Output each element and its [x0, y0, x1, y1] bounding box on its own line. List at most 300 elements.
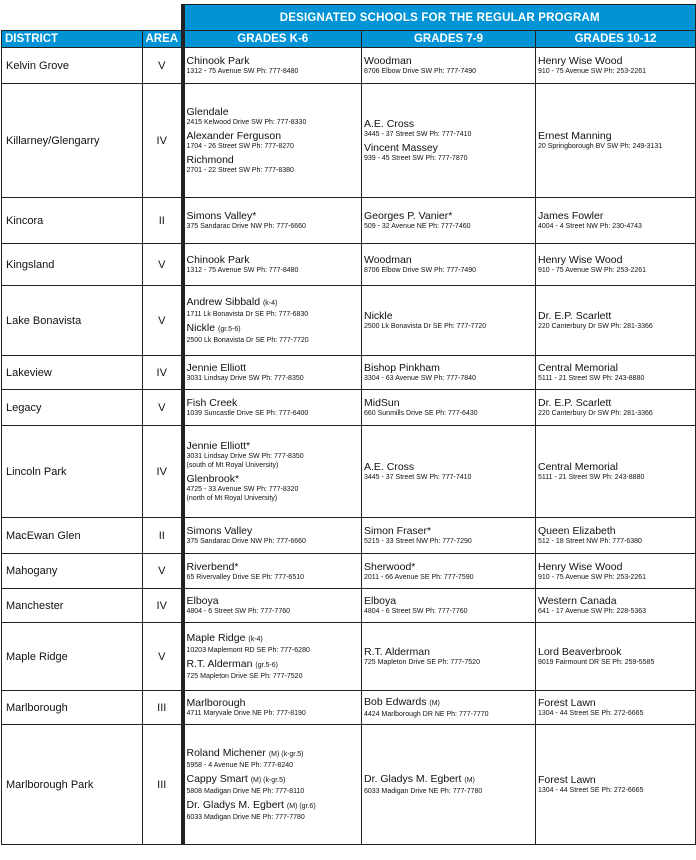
school-name-text: Lord Beaverbrook: [538, 646, 622, 658]
district-name: Lakeview: [2, 356, 143, 390]
school-address: 2500 Lk Bonavista Dr SE Ph: 777-7720: [364, 323, 487, 330]
district-name: Killarney/Glengarry: [2, 84, 143, 198]
table-row: [2, 691, 696, 725]
school-name: [364, 362, 533, 374]
school-name: [187, 473, 360, 485]
school-address: 220 Canterbury Dr SW Ph: 281-3366: [538, 323, 653, 330]
school-name-text: Riverbend*: [186, 560, 239, 573]
school-name-text: Simons Valley*: [186, 210, 257, 222]
school-entry: [364, 525, 533, 546]
table-row: [2, 426, 696, 518]
school-address: 375 Sandarac Drive NW Ph: 777-6660: [186, 538, 306, 545]
school-address: 65 Rivervalley Drive SE Ph: 777-6510: [186, 573, 305, 581]
table-title: DESIGNATED SCHOOLS FOR THE REGULAR PROGRAM: [183, 5, 696, 31]
school-name-text: Glendale: [186, 106, 229, 118]
area-value: V: [143, 554, 183, 589]
school-name-text: Elboya: [364, 595, 397, 607]
header-blank: [2, 5, 183, 31]
school-cell: [183, 84, 362, 198]
school-entry: [187, 473, 360, 503]
school-address: 220 Canterbury Dr SW Ph: 281-3366: [538, 410, 653, 417]
school-name: [364, 561, 533, 573]
school-address: 5808 Madigan Drive NE Ph: 777-8110: [186, 788, 305, 795]
school-note: (north of Mt Royal University): [186, 495, 278, 502]
area-value: IV: [143, 589, 183, 623]
area-value: V: [143, 48, 183, 84]
school-name-text: Simon Fraser*: [364, 525, 432, 537]
area-value: IV: [143, 84, 183, 198]
school-address: 5215 - 33 Street NW Ph: 777-7290: [364, 538, 472, 545]
school-address: 4804 - 6 Street SW Ph: 777-7760: [364, 608, 468, 615]
school-name-text: Georges P. Vanier*: [364, 210, 453, 222]
school-name-text: James Fowler: [538, 210, 604, 222]
school-name-text: R.T. Alderman: [364, 646, 430, 658]
school-name-text: Andrew Sibbald: [186, 296, 261, 308]
table-body: [2, 48, 696, 845]
school-entry: [187, 322, 360, 345]
school-cell: [362, 554, 536, 589]
school-address: 1039 Suncastle Drive SE Ph: 777-6400: [186, 410, 309, 417]
school-address: 9019 Fairmount DR SE Ph: 259-5585: [538, 659, 655, 666]
school-name: [364, 55, 533, 67]
grade-range: (k-4): [248, 636, 263, 643]
school-entry: [364, 696, 533, 719]
school-entry: [538, 646, 693, 667]
district-name: Maple Ridge: [2, 623, 143, 691]
header-grades-7-9: GRADES 7-9: [362, 31, 536, 48]
district-name: Manchester: [2, 589, 143, 623]
school-name: [187, 55, 360, 67]
school-name-text: Chinook Park: [186, 254, 250, 266]
school-address: 910 - 75 Avenue SW Ph: 253-2261: [538, 68, 647, 75]
district-name: Lake Bonavista: [2, 286, 143, 356]
school-address: 3031 Lindsay Drive SW Ph: 777-8350: [186, 453, 304, 460]
school-name: [187, 106, 360, 118]
school-address: 2701 - 22 Street SW Ph: 777-8380: [186, 167, 294, 174]
school-name: [364, 118, 533, 130]
school-entry: [538, 397, 693, 418]
school-entry: [364, 773, 533, 796]
school-name: [187, 561, 360, 573]
school-entry: [364, 55, 533, 76]
school-entry: [187, 296, 360, 319]
school-cell: [183, 623, 362, 691]
district-name: MacEwan Glen: [2, 518, 143, 554]
school-address: 1304 - 44 Street SE Ph: 272-6665: [538, 787, 644, 794]
district-name: Legacy: [2, 390, 143, 426]
school-address: 5958 - 4 Avenue NE Ph: 777-8240: [186, 762, 294, 769]
school-address: 939 - 45 Street SW Ph: 777-7870: [364, 155, 468, 162]
school-name-text: Bob Edwards: [364, 696, 427, 708]
school-address: 509 - 32 Avenue NE Ph: 777-7460: [364, 223, 471, 230]
school-name-text: Alexander Ferguson: [186, 130, 282, 142]
table-row: [2, 48, 696, 84]
school-entry: [538, 595, 693, 616]
school-entry: [187, 130, 360, 151]
school-name: [538, 362, 693, 374]
school-address: 3445 - 37 Street SW Ph: 777-7410: [364, 131, 472, 138]
school-entry: [364, 561, 533, 582]
school-name-text: Nickle: [364, 310, 393, 322]
school-cell: [183, 356, 362, 390]
school-name-text: Forest Lawn: [538, 774, 596, 786]
school-name-text: Elboya: [186, 595, 219, 607]
school-address: 4424 Marlborough DR NE Ph: 777-7770: [364, 711, 489, 718]
school-cell: [536, 84, 696, 198]
school-name-text: Dr. E.P. Scarlett: [538, 397, 612, 409]
school-name: [538, 774, 693, 786]
grade-range: (M) (gr.6): [286, 803, 316, 810]
school-name: [187, 799, 360, 813]
school-name: [538, 595, 693, 607]
school-name: [187, 525, 360, 537]
school-entry: [538, 561, 693, 582]
school-name-text: Central Memorial: [538, 461, 618, 473]
school-entry: [187, 55, 360, 76]
school-cell: [536, 286, 696, 356]
school-name-text: Glenbrook*: [186, 473, 240, 485]
school-entry: [538, 254, 693, 275]
school-cell: [362, 589, 536, 623]
schools-table: [1, 4, 696, 845]
area-value: IV: [143, 356, 183, 390]
school-name-text: Woodman: [364, 55, 412, 67]
district-name: Mahogany: [2, 554, 143, 589]
school-cell: [362, 691, 536, 725]
school-address: 375 Sandarac Drive NW Ph: 777-6660: [186, 223, 306, 230]
school-entry: [187, 106, 360, 127]
school-entry: [364, 118, 533, 139]
school-name: [364, 525, 533, 537]
area-value: V: [143, 244, 183, 286]
school-cell: [183, 198, 362, 244]
table-row: [2, 725, 696, 845]
school-entry: [187, 254, 360, 275]
school-entry: [187, 773, 360, 796]
school-name: [538, 646, 693, 658]
header-grades-k-6: GRADES K-6: [183, 31, 362, 48]
school-address: 2415 Kelwood Drive SW Ph: 777-8330: [186, 119, 307, 126]
school-name-text: Richmond: [186, 154, 234, 166]
school-cell: [183, 48, 362, 84]
school-address: 5111 - 21 Street SW Ph: 243-8880: [538, 474, 645, 481]
district-name: Kingsland: [2, 244, 143, 286]
school-name: [538, 461, 693, 473]
school-name: [364, 773, 533, 787]
school-name: [187, 747, 360, 761]
school-address: 641 - 17 Avenue SW Ph: 228-5363: [538, 608, 647, 615]
school-entry: [538, 210, 693, 231]
school-address: 8706 Elbow Drive SW Ph: 777-7490: [364, 68, 477, 75]
area-value: II: [143, 518, 183, 554]
school-address: 3304 - 63 Avenue SW Ph: 777-7840: [364, 375, 476, 382]
grade-range: (M) (k-gr.5): [268, 751, 304, 758]
school-entry: [364, 362, 533, 383]
school-name-text: Sherwood*: [364, 560, 416, 573]
school-entry: [364, 397, 533, 418]
school-entry: [187, 595, 360, 616]
district-name: Marlborough: [2, 691, 143, 725]
school-cell: [536, 244, 696, 286]
school-name-text: Fish Creek: [186, 397, 238, 409]
school-name: [187, 397, 360, 409]
school-entry: [538, 525, 693, 546]
school-entry: [364, 254, 533, 275]
school-name: [538, 561, 693, 573]
school-entry: [538, 362, 693, 383]
grade-range: (M): [464, 777, 475, 784]
school-name: [187, 154, 360, 166]
school-cell: [536, 623, 696, 691]
school-name: [364, 310, 533, 322]
school-name: [187, 254, 360, 266]
school-cell: [362, 198, 536, 244]
school-address: 725 Mapleton Drive SE Ph: 777-7520: [364, 659, 480, 666]
school-cell: [362, 286, 536, 356]
table-row: [2, 554, 696, 589]
district-name: Marlborough Park: [2, 725, 143, 845]
grade-range: (M) (k-gr.5): [250, 777, 286, 784]
school-address: 4725 - 33 Avenue SW Ph: 777-8320: [186, 486, 299, 493]
school-address: 910 - 75 Avenue SW Ph: 253-2261: [538, 267, 647, 274]
school-name: [538, 130, 693, 142]
school-entry: [187, 658, 360, 681]
school-address: 4804 - 6 Street SW Ph: 777-7760: [186, 608, 291, 615]
school-cell: [536, 426, 696, 518]
school-entry: [187, 362, 360, 383]
school-name-text: MidSun: [364, 397, 400, 409]
school-name-text: Woodman: [364, 254, 412, 266]
school-name: [187, 296, 360, 310]
header-district: DISTRICT: [2, 31, 143, 48]
school-address: 3031 Lindsay Drive SW Ph: 777-8350: [186, 375, 304, 382]
school-name: [364, 254, 533, 266]
school-address: 2500 Lk Bonavista Dr SE Ph: 777-7720: [186, 337, 309, 344]
school-name: [364, 461, 533, 473]
school-cell: [536, 356, 696, 390]
school-cell: [362, 426, 536, 518]
school-entry: [538, 130, 693, 151]
school-name: [187, 658, 360, 672]
header-grades-10-12: GRADES 10-12: [536, 31, 696, 48]
school-name-text: Bishop Pinkham: [364, 362, 440, 374]
table-row: [2, 589, 696, 623]
school-entry: [187, 397, 360, 418]
school-name-text: Jennie Elliott*: [186, 440, 251, 452]
school-cell: [362, 725, 536, 845]
school-name-text: Ernest Manning: [538, 130, 612, 142]
school-cell: [362, 356, 536, 390]
school-name: [187, 440, 360, 452]
school-cell: [183, 426, 362, 518]
school-address: 1312 - 75 Avenue SW Ph: 777-8480: [186, 68, 299, 75]
school-entry: [187, 440, 360, 470]
school-cell: [536, 198, 696, 244]
school-name-text: Marlborough: [186, 697, 246, 709]
school-name-text: Queen Elizabeth: [538, 525, 616, 537]
school-name: [538, 210, 693, 222]
school-cell: [362, 244, 536, 286]
grade-range: (k-4): [262, 300, 278, 307]
school-name: [187, 632, 360, 646]
school-entry: [187, 747, 360, 770]
school-entry: [187, 210, 360, 231]
school-name-text: Maple Ridge: [186, 632, 246, 644]
school-entry: [187, 561, 360, 582]
school-cell: [183, 554, 362, 589]
school-name-text: Western Canada: [538, 595, 617, 607]
school-name: [187, 697, 360, 709]
table-row: [2, 623, 696, 691]
header-area: AREA: [143, 31, 183, 48]
school-cell: [362, 84, 536, 198]
school-name: [364, 210, 533, 222]
school-address: 3445 - 37 Street SW Ph: 777-7410: [364, 474, 472, 481]
school-entry: [538, 697, 693, 718]
school-address: 660 Sunmills Drive SE Ph: 777-6430: [364, 410, 478, 417]
school-cell: [183, 691, 362, 725]
school-cell: [362, 623, 536, 691]
school-cell: [183, 725, 362, 845]
school-name-text: Dr. Gladys M. Egbert: [364, 773, 462, 785]
school-cell: [362, 48, 536, 84]
school-name: [364, 397, 533, 409]
school-entry: [538, 55, 693, 76]
school-address: 1312 - 75 Avenue SW Ph: 777-8480: [186, 267, 299, 274]
area-value: III: [143, 725, 183, 845]
school-name: [364, 646, 533, 658]
school-cell: [536, 554, 696, 589]
school-name: [187, 362, 360, 374]
school-cell: [536, 589, 696, 623]
school-entry: [187, 799, 360, 822]
table-row: [2, 244, 696, 286]
school-cell: [362, 390, 536, 426]
school-name: [538, 310, 693, 322]
school-address: 20 Springborough BV SW Ph: 249-3131: [538, 143, 663, 150]
school-address: 2011 - 66 Avenue SE Ph: 777-7590: [364, 573, 474, 581]
school-name: [538, 697, 693, 709]
school-entry: [364, 461, 533, 482]
school-entry: [187, 697, 360, 718]
district-name: Lincoln Park: [2, 426, 143, 518]
school-name: [364, 595, 533, 607]
school-entry: [364, 310, 533, 331]
school-address: 1704 - 26 Street SW Ph: 777-8270: [186, 143, 294, 150]
area-value: II: [143, 198, 183, 244]
school-name-text: Simons Valley: [186, 525, 253, 537]
school-name-text: Dr. Gladys M. Egbert: [186, 799, 284, 811]
school-entry: [187, 154, 360, 175]
area-value: IV: [143, 426, 183, 518]
area-value: V: [143, 623, 183, 691]
school-entry: [364, 210, 533, 231]
school-cell: [536, 390, 696, 426]
school-cell: [536, 518, 696, 554]
school-name-text: Vincent Massey: [364, 142, 438, 154]
school-cell: [183, 589, 362, 623]
school-entry: [364, 646, 533, 667]
school-address: 4004 - 4 Street NW Ph: 230-4743: [538, 223, 642, 230]
grade-range: (gr.5-6): [218, 326, 241, 333]
school-name: [364, 696, 533, 710]
school-entry: [364, 595, 533, 616]
grade-range: (gr.5-6): [255, 662, 278, 669]
school-address: 6033 Madigan Drive NE Ph: 777-7780: [364, 788, 483, 795]
school-entry: [538, 774, 693, 795]
school-entry: [364, 142, 533, 163]
school-name-text: Henry Wise Wood: [538, 254, 623, 266]
school-cell: [183, 244, 362, 286]
school-name-text: Central Memorial: [538, 362, 618, 374]
school-name-text: Roland Michener: [186, 747, 266, 759]
table-row: [2, 390, 696, 426]
school-name: [187, 322, 360, 336]
table-row: [2, 356, 696, 390]
school-name-text: A.E. Cross: [364, 118, 415, 130]
table-row: [2, 518, 696, 554]
school-address: 8706 Elbow Drive SW Ph: 777-7490: [364, 267, 477, 274]
school-address: 5111 - 21 Street SW Ph: 243-8880: [538, 375, 645, 382]
school-address: 10203 Maplemont RD SE Ph: 777-6280: [186, 647, 310, 654]
table-row: [2, 198, 696, 244]
school-name: [538, 525, 693, 537]
school-address: 6033 Madigan Drive NE Ph: 777-7780: [186, 814, 305, 821]
area-value: III: [143, 691, 183, 725]
school-name: [187, 130, 360, 142]
school-name: [187, 595, 360, 607]
school-note: (south of Mt Royal University): [186, 462, 279, 469]
school-cell: [183, 286, 362, 356]
school-entry: [538, 310, 693, 331]
area-value: V: [143, 390, 183, 426]
school-name: [187, 210, 360, 222]
table-row: [2, 286, 696, 356]
school-entry: [538, 461, 693, 482]
school-address: 1711 Lk Bonavista Dr SE Ph: 777-6830: [186, 311, 309, 318]
school-address: 910 - 75 Avenue SW Ph: 253-2261: [538, 573, 647, 581]
school-cell: [536, 48, 696, 84]
table-row: [2, 84, 696, 198]
district-name: Kelvin Grove: [2, 48, 143, 84]
school-address: 1304 - 44 Street SE Ph: 272-6665: [538, 710, 644, 717]
school-name-text: A.E. Cross: [364, 461, 415, 473]
school-name-text: Jennie Elliott: [186, 362, 247, 374]
school-cell: [183, 518, 362, 554]
school-name: [538, 397, 693, 409]
district-name: Kincora: [2, 198, 143, 244]
school-name-text: Chinook Park: [186, 55, 250, 67]
school-cell: [536, 725, 696, 845]
school-name-text: Forest Lawn: [538, 697, 596, 709]
school-name-text: Henry Wise Wood: [538, 560, 623, 573]
school-cell: [362, 518, 536, 554]
school-name: [538, 254, 693, 266]
school-name: [187, 773, 360, 787]
school-address: 4711 Maryvale Drive NE Ph: 777-8190: [186, 710, 306, 717]
school-cell: [536, 691, 696, 725]
school-address: 512 - 18 Street NW Ph: 777-6380: [538, 538, 642, 545]
school-name-text: Cappy Smart: [186, 773, 248, 785]
school-name-text: Nickle: [186, 322, 216, 334]
school-address: 725 Mapleton Drive SE Ph: 777-7520: [186, 673, 303, 680]
school-cell: [183, 390, 362, 426]
school-name: [364, 142, 533, 154]
area-value: V: [143, 286, 183, 356]
school-name-text: R.T. Alderman: [186, 658, 253, 670]
grade-range: (M): [429, 700, 440, 707]
school-name-text: Dr. E.P. Scarlett: [538, 310, 612, 322]
